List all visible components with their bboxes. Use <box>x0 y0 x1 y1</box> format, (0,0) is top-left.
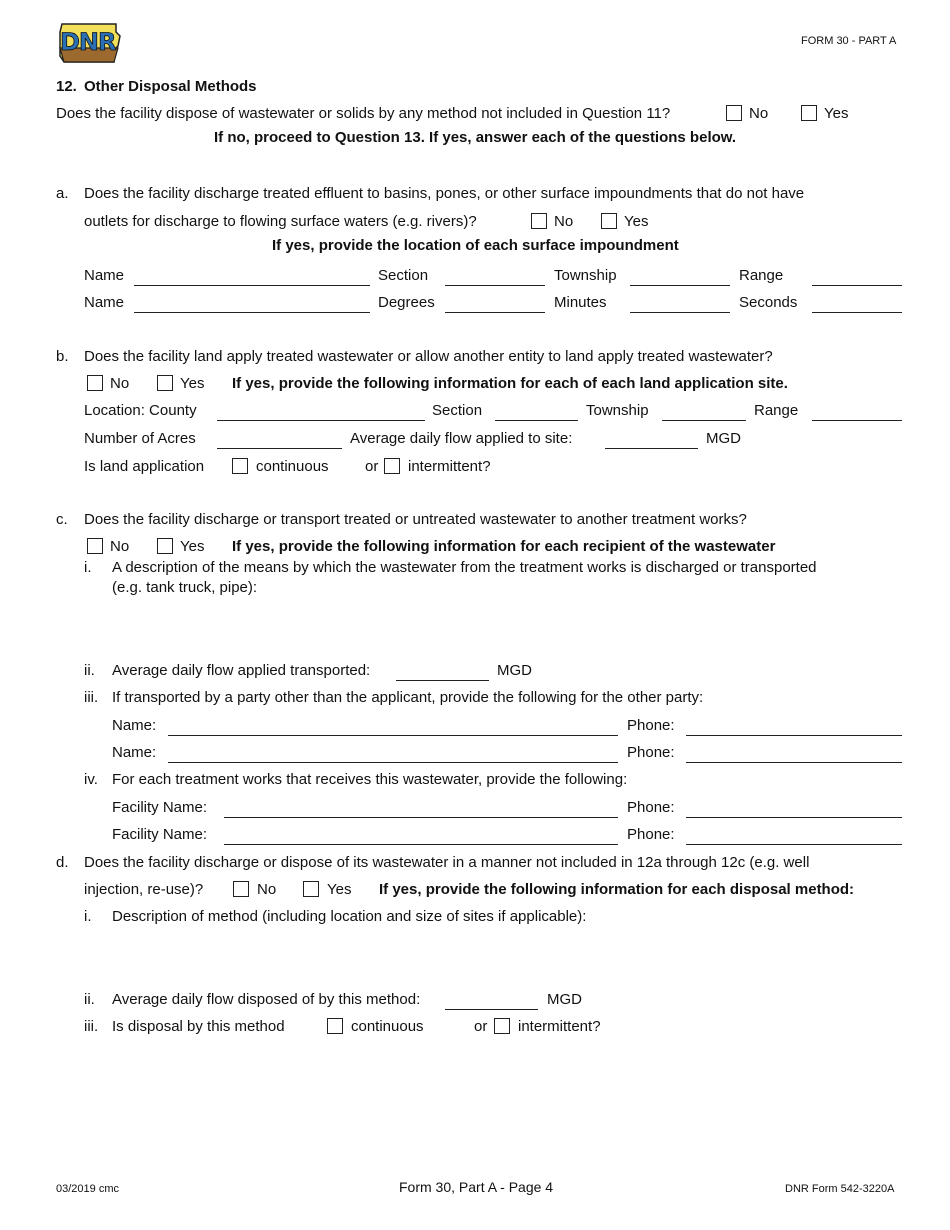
form-id: FORM 30 - PART A <box>801 35 897 47</box>
d-i-text: Description of method (including location and size of sites if applicable): <box>112 908 587 925</box>
a-instruction: If yes, provide the location of each surface impoundment <box>272 237 679 254</box>
c-iii-name-label-1: Name: <box>112 717 157 734</box>
q12-instruction: If no, proceed to Question 13. If yes, answer each of the questions below. <box>214 129 737 146</box>
c-iii-name-field-1[interactable] <box>168 735 618 736</box>
d-ii-mgd: MGD <box>547 991 582 1008</box>
d-iii-number: iii. <box>84 1018 99 1035</box>
b-intermittent-label: intermittent? <box>408 458 491 475</box>
a-range-field[interactable] <box>812 285 902 286</box>
q12-question: Does the facility dispose of wastewater or solids by any method not included in Question 11? <box>56 105 671 122</box>
a-minutes-label: Minutes <box>554 294 607 311</box>
b-range-label: Range <box>754 402 799 419</box>
a-minutes-field[interactable] <box>630 312 730 313</box>
q12-number: 12. <box>56 78 77 95</box>
a-township-field[interactable] <box>630 285 730 286</box>
a-township-label: Township <box>554 267 617 284</box>
b-or-label: or <box>365 458 379 475</box>
c-yes-checkbox[interactable] <box>157 538 173 554</box>
a-name-label-1: Name <box>84 267 125 284</box>
c-i-number: i. <box>84 559 92 576</box>
d-intermittent-checkbox[interactable] <box>494 1018 510 1034</box>
c-question: Does the facility discharge or transport treated or untreated wastewater to another treatment works? <box>84 511 747 528</box>
c-no-label: No <box>110 538 130 555</box>
c-ii-text: Average daily flow applied transported: <box>112 662 371 679</box>
d-iii-text: Is disposal by this method <box>112 1018 285 1035</box>
d-ii-flow-field[interactable] <box>445 1009 538 1010</box>
b-avg-flow-label: Average daily flow applied to site: <box>350 430 573 447</box>
b-yes-checkbox[interactable] <box>157 375 173 391</box>
b-acres-label: Number of Acres <box>84 430 196 447</box>
c-ii-mgd: MGD <box>497 662 532 679</box>
c-letter: c. <box>56 511 68 528</box>
d-no-label: No <box>257 881 277 898</box>
d-or-label: or <box>474 1018 488 1035</box>
b-section-label: Section <box>432 402 483 419</box>
a-name-field-1[interactable] <box>134 285 370 286</box>
d-question-line1: Does the facility discharge or dispose of its wastewater in a manner not included in 12a through 12c (e.g. well <box>84 854 810 871</box>
c-ii-number: ii. <box>84 662 95 679</box>
a-letter: a. <box>56 185 69 202</box>
a-no-checkbox[interactable] <box>531 213 547 229</box>
a-degrees-label: Degrees <box>378 294 435 311</box>
a-question-line2: outlets for discharge to flowing surface waters (e.g. rivers)? <box>84 213 477 230</box>
d-intermittent-label: intermittent? <box>518 1018 601 1035</box>
a-yes-checkbox[interactable] <box>601 213 617 229</box>
b-range-field[interactable] <box>812 420 902 421</box>
c-iii-phone-field-2[interactable] <box>686 762 902 763</box>
logo-text: DNR <box>60 28 116 56</box>
d-question-line2: injection, re-use)? <box>84 881 204 898</box>
c-iv-phone-label-1: Phone: <box>627 799 675 816</box>
q12-title: Other Disposal Methods <box>84 78 257 95</box>
c-yes-label: Yes <box>180 538 205 555</box>
c-iii-text: If transported by a party other than the applicant, provide the following for the other party: <box>112 689 704 706</box>
b-county-field[interactable] <box>217 420 425 421</box>
b-county-label: Location: County <box>84 402 197 419</box>
c-iii-phone-label-1: Phone: <box>627 717 675 734</box>
c-i-line1: A description of the means by which the wastewater from the treatment works is discharged or transported <box>112 559 817 576</box>
q12-no-label: No <box>749 105 769 122</box>
b-no-checkbox[interactable] <box>87 375 103 391</box>
b-letter: b. <box>56 348 69 365</box>
a-question-line1: Does the facility discharge treated effluent to basins, pones, or other surface impoundments that do not have <box>84 185 805 202</box>
a-name-field-2[interactable] <box>134 312 370 313</box>
d-ii-number: ii. <box>84 991 95 1008</box>
b-township-label: Township <box>586 402 649 419</box>
c-iv-phone-field-2[interactable] <box>686 844 902 845</box>
c-i-line2: (e.g. tank truck, pipe): <box>112 579 258 596</box>
c-iii-phone-label-2: Phone: <box>627 744 675 761</box>
d-no-checkbox[interactable] <box>233 881 249 897</box>
c-iv-phone-label-2: Phone: <box>627 826 675 843</box>
c-iv-facility-field-1[interactable] <box>224 817 618 818</box>
q12-yes-label: Yes <box>824 105 849 122</box>
a-degrees-field[interactable] <box>445 312 545 313</box>
b-yes-label: Yes <box>180 375 205 392</box>
c-no-checkbox[interactable] <box>87 538 103 554</box>
d-continuous-label: continuous <box>351 1018 424 1035</box>
d-ii-text: Average daily flow disposed of by this method: <box>112 991 421 1008</box>
b-instruction: If yes, provide the following information for each of each land application site. <box>232 375 788 392</box>
c-iii-name-field-2[interactable] <box>168 762 618 763</box>
b-intermittent-checkbox[interactable] <box>384 458 400 474</box>
c-iii-name-label-2: Name: <box>112 744 157 761</box>
dnr-logo <box>56 22 122 64</box>
b-no-label: No <box>110 375 130 392</box>
c-iv-number: iv. <box>84 771 98 788</box>
c-iii-number: iii. <box>84 689 99 706</box>
a-name-label-2: Name <box>84 294 125 311</box>
a-seconds-field[interactable] <box>812 312 902 313</box>
d-letter: d. <box>56 854 69 871</box>
c-iv-facility-label-1: Facility Name: <box>112 799 208 816</box>
b-land-application-label: Is land application <box>84 458 205 475</box>
b-section-field[interactable] <box>495 420 578 421</box>
b-continuous-label: continuous <box>256 458 329 475</box>
d-i-number: i. <box>84 908 92 925</box>
c-instruction: If yes, provide the following information for each recipient of the wastewater <box>232 538 776 555</box>
d-yes-label: Yes <box>327 881 352 898</box>
q12-no-checkbox[interactable] <box>726 105 742 121</box>
a-seconds-label: Seconds <box>739 294 798 311</box>
b-acres-field[interactable] <box>217 448 342 449</box>
a-yes-label: Yes <box>624 213 649 230</box>
d-instruction: If yes, provide the following information for each disposal method: <box>379 881 855 898</box>
c-iv-facility-label-2: Facility Name: <box>112 826 208 843</box>
b-mgd-label: MGD <box>706 430 741 447</box>
a-range-label: Range <box>739 267 784 284</box>
b-continuous-checkbox[interactable] <box>232 458 248 474</box>
c-iv-phone-field-1[interactable] <box>686 817 902 818</box>
a-no-label: No <box>554 213 574 230</box>
d-continuous-checkbox[interactable] <box>327 1018 343 1034</box>
footer-date: 03/2019 cmc <box>56 1183 119 1195</box>
c-iv-facility-field-2[interactable] <box>224 844 618 845</box>
footer-form-number: DNR Form 542-3220A <box>785 1183 895 1195</box>
a-section-field[interactable] <box>445 285 545 286</box>
b-question: Does the facility land apply treated wastewater or allow another entity to land apply treated wastewater? <box>84 348 773 365</box>
c-iv-text: For each treatment works that receives this wastewater, provide the following: <box>112 771 628 788</box>
a-section-label: Section <box>378 267 429 284</box>
q12-yes-checkbox[interactable] <box>801 105 817 121</box>
d-yes-checkbox[interactable] <box>303 881 319 897</box>
c-ii-flow-field[interactable] <box>396 680 489 681</box>
c-iii-phone-field-1[interactable] <box>686 735 902 736</box>
footer-page: Form 30, Part A - Page 4 <box>399 1179 554 1195</box>
b-avg-flow-field[interactable] <box>605 448 698 449</box>
b-township-field[interactable] <box>662 420 746 421</box>
